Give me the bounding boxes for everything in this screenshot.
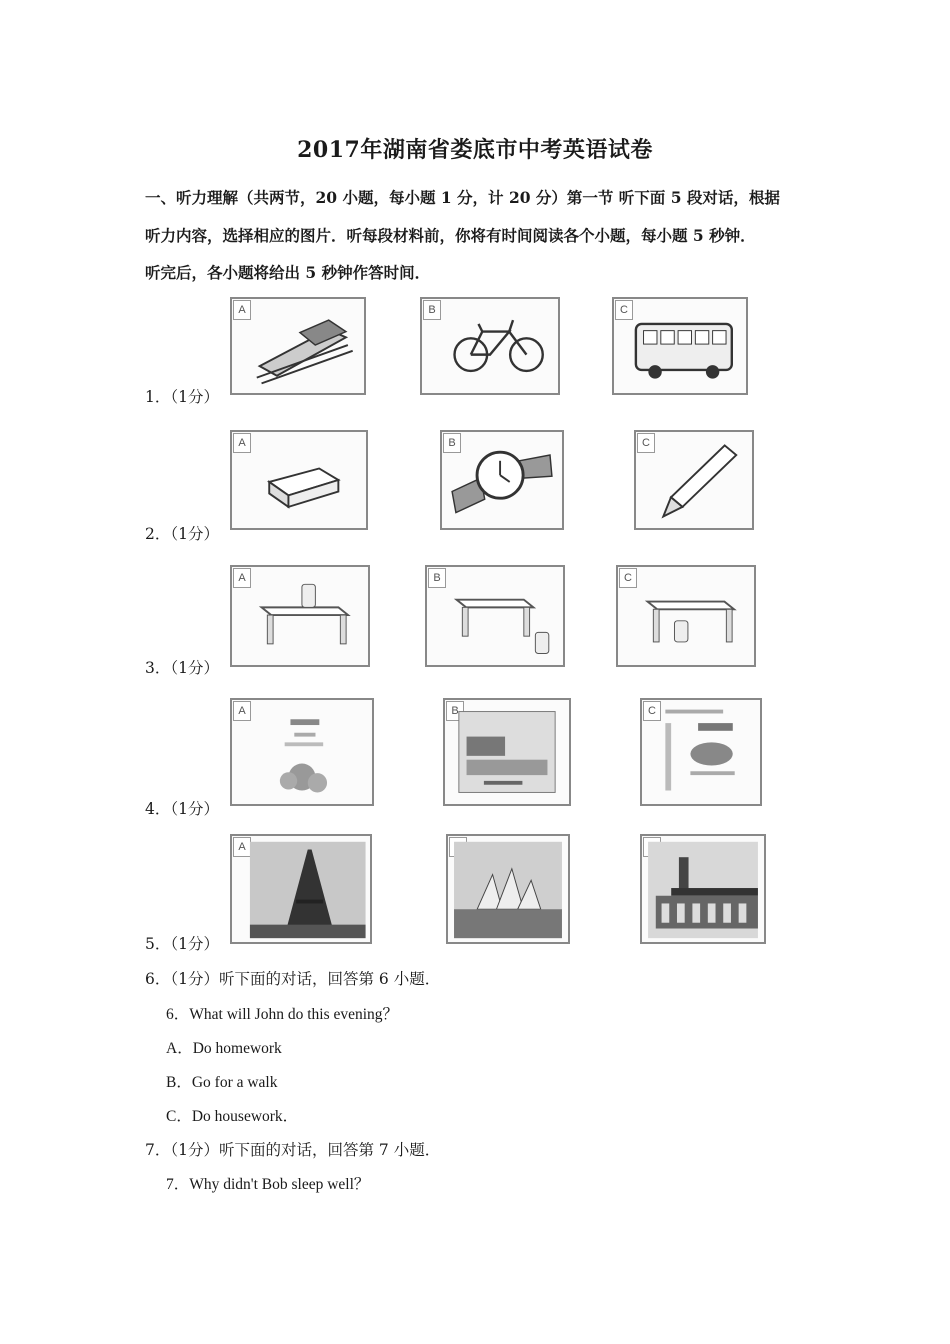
section-intro-line-2: 听力内容，选择相应的图片．听每段材料前，你将有时间阅读各个小题，每小题 5 秒钟．	[145, 226, 756, 245]
bus-icon	[614, 299, 746, 393]
option-c-tag: C	[643, 701, 661, 721]
q1-option-b-bicycle-image[interactable]	[420, 297, 560, 395]
cat-under-table-icon	[618, 567, 754, 665]
cat-on-table-icon	[232, 567, 368, 665]
question-6-choice-a[interactable]: A．Do homework	[166, 1040, 282, 1057]
bicycle-icon	[422, 299, 558, 393]
option-a-tag: A	[233, 300, 251, 320]
q3-option-a-table-image[interactable]	[230, 565, 370, 667]
book-cover-c-icon	[642, 700, 760, 804]
q4-option-c-book-image[interactable]	[640, 698, 762, 806]
section-intro-line-3: 听完后，各小题将给出 5 秒钟作答时间．	[145, 263, 431, 282]
option-a-tag: A	[233, 837, 251, 857]
option-c-tag: C	[637, 433, 655, 453]
watch-icon	[442, 432, 562, 528]
page-title: 2017年湖南省娄底市中考英语试卷	[297, 137, 653, 163]
q5-option-a-eiffel-tower-image[interactable]	[230, 834, 372, 944]
sydney-opera-house-icon	[448, 836, 568, 942]
option-c-tag: C	[619, 568, 637, 588]
q5-option-b-sydney-opera-house-image[interactable]	[446, 834, 570, 944]
eraser-icon	[232, 432, 366, 528]
book-cover-b-icon	[445, 700, 569, 804]
option-b-tag: B	[428, 568, 446, 588]
option-c-tag: C	[615, 300, 633, 320]
q1-option-a-train-image[interactable]	[230, 297, 366, 395]
high-speed-train-icon	[232, 299, 364, 393]
eiffel-tower-icon	[232, 836, 370, 942]
question-3-label: 3．（1分）	[145, 659, 219, 677]
option-a-tag: A	[233, 568, 251, 588]
question-6-choice-c[interactable]: C．Do housework．	[166, 1108, 299, 1125]
option-b-tag: B	[423, 300, 441, 320]
option-a-tag: A	[233, 701, 251, 721]
question-2-label: 2．（1分）	[145, 525, 219, 543]
option-a-tag: A	[233, 433, 251, 453]
question-5-label: 5．（1分）	[145, 935, 219, 953]
section-intro-line-1: 一、听力理解（共两节，20 小题，每小题 1 分，计 20 分）第一节 听下面 5 段对话，根据	[145, 188, 780, 207]
q3-option-b-table-image[interactable]	[425, 565, 565, 667]
q5-option-c-tiananmen-image[interactable]	[640, 834, 766, 944]
q2-option-b-watch-image[interactable]	[440, 430, 564, 530]
q1-option-c-bus-image[interactable]	[612, 297, 748, 395]
option-b-tag: B	[443, 433, 461, 453]
book-cover-a-icon	[232, 700, 372, 804]
option-b-tag: B	[446, 701, 464, 721]
q3-option-c-table-image[interactable]	[616, 565, 756, 667]
q2-option-a-eraser-image[interactable]	[230, 430, 368, 530]
question-7-text: 7．Why didn't Bob sleep well？	[166, 1176, 370, 1193]
question-7-label: 7．（1分）听下面的对话，回答第 7 小题．	[145, 1141, 441, 1159]
question-6-label: 6．（1分）听下面的对话，回答第 6 小题．	[145, 970, 441, 988]
question-1-label: 1．（1分）	[145, 388, 219, 406]
pencil-icon	[636, 432, 752, 528]
q2-option-c-pencil-image[interactable]	[634, 430, 754, 530]
question-6-choice-b[interactable]: B．Go for a walk	[166, 1074, 278, 1091]
tiananmen-icon	[642, 836, 764, 942]
question-4-label: 4．（1分）	[145, 800, 219, 818]
q4-option-a-book-image[interactable]	[230, 698, 374, 806]
question-6-text: 6．What will John do this evening？	[166, 1006, 399, 1023]
q4-option-b-book-image[interactable]	[443, 698, 571, 806]
cat-beside-table-icon	[427, 567, 563, 665]
